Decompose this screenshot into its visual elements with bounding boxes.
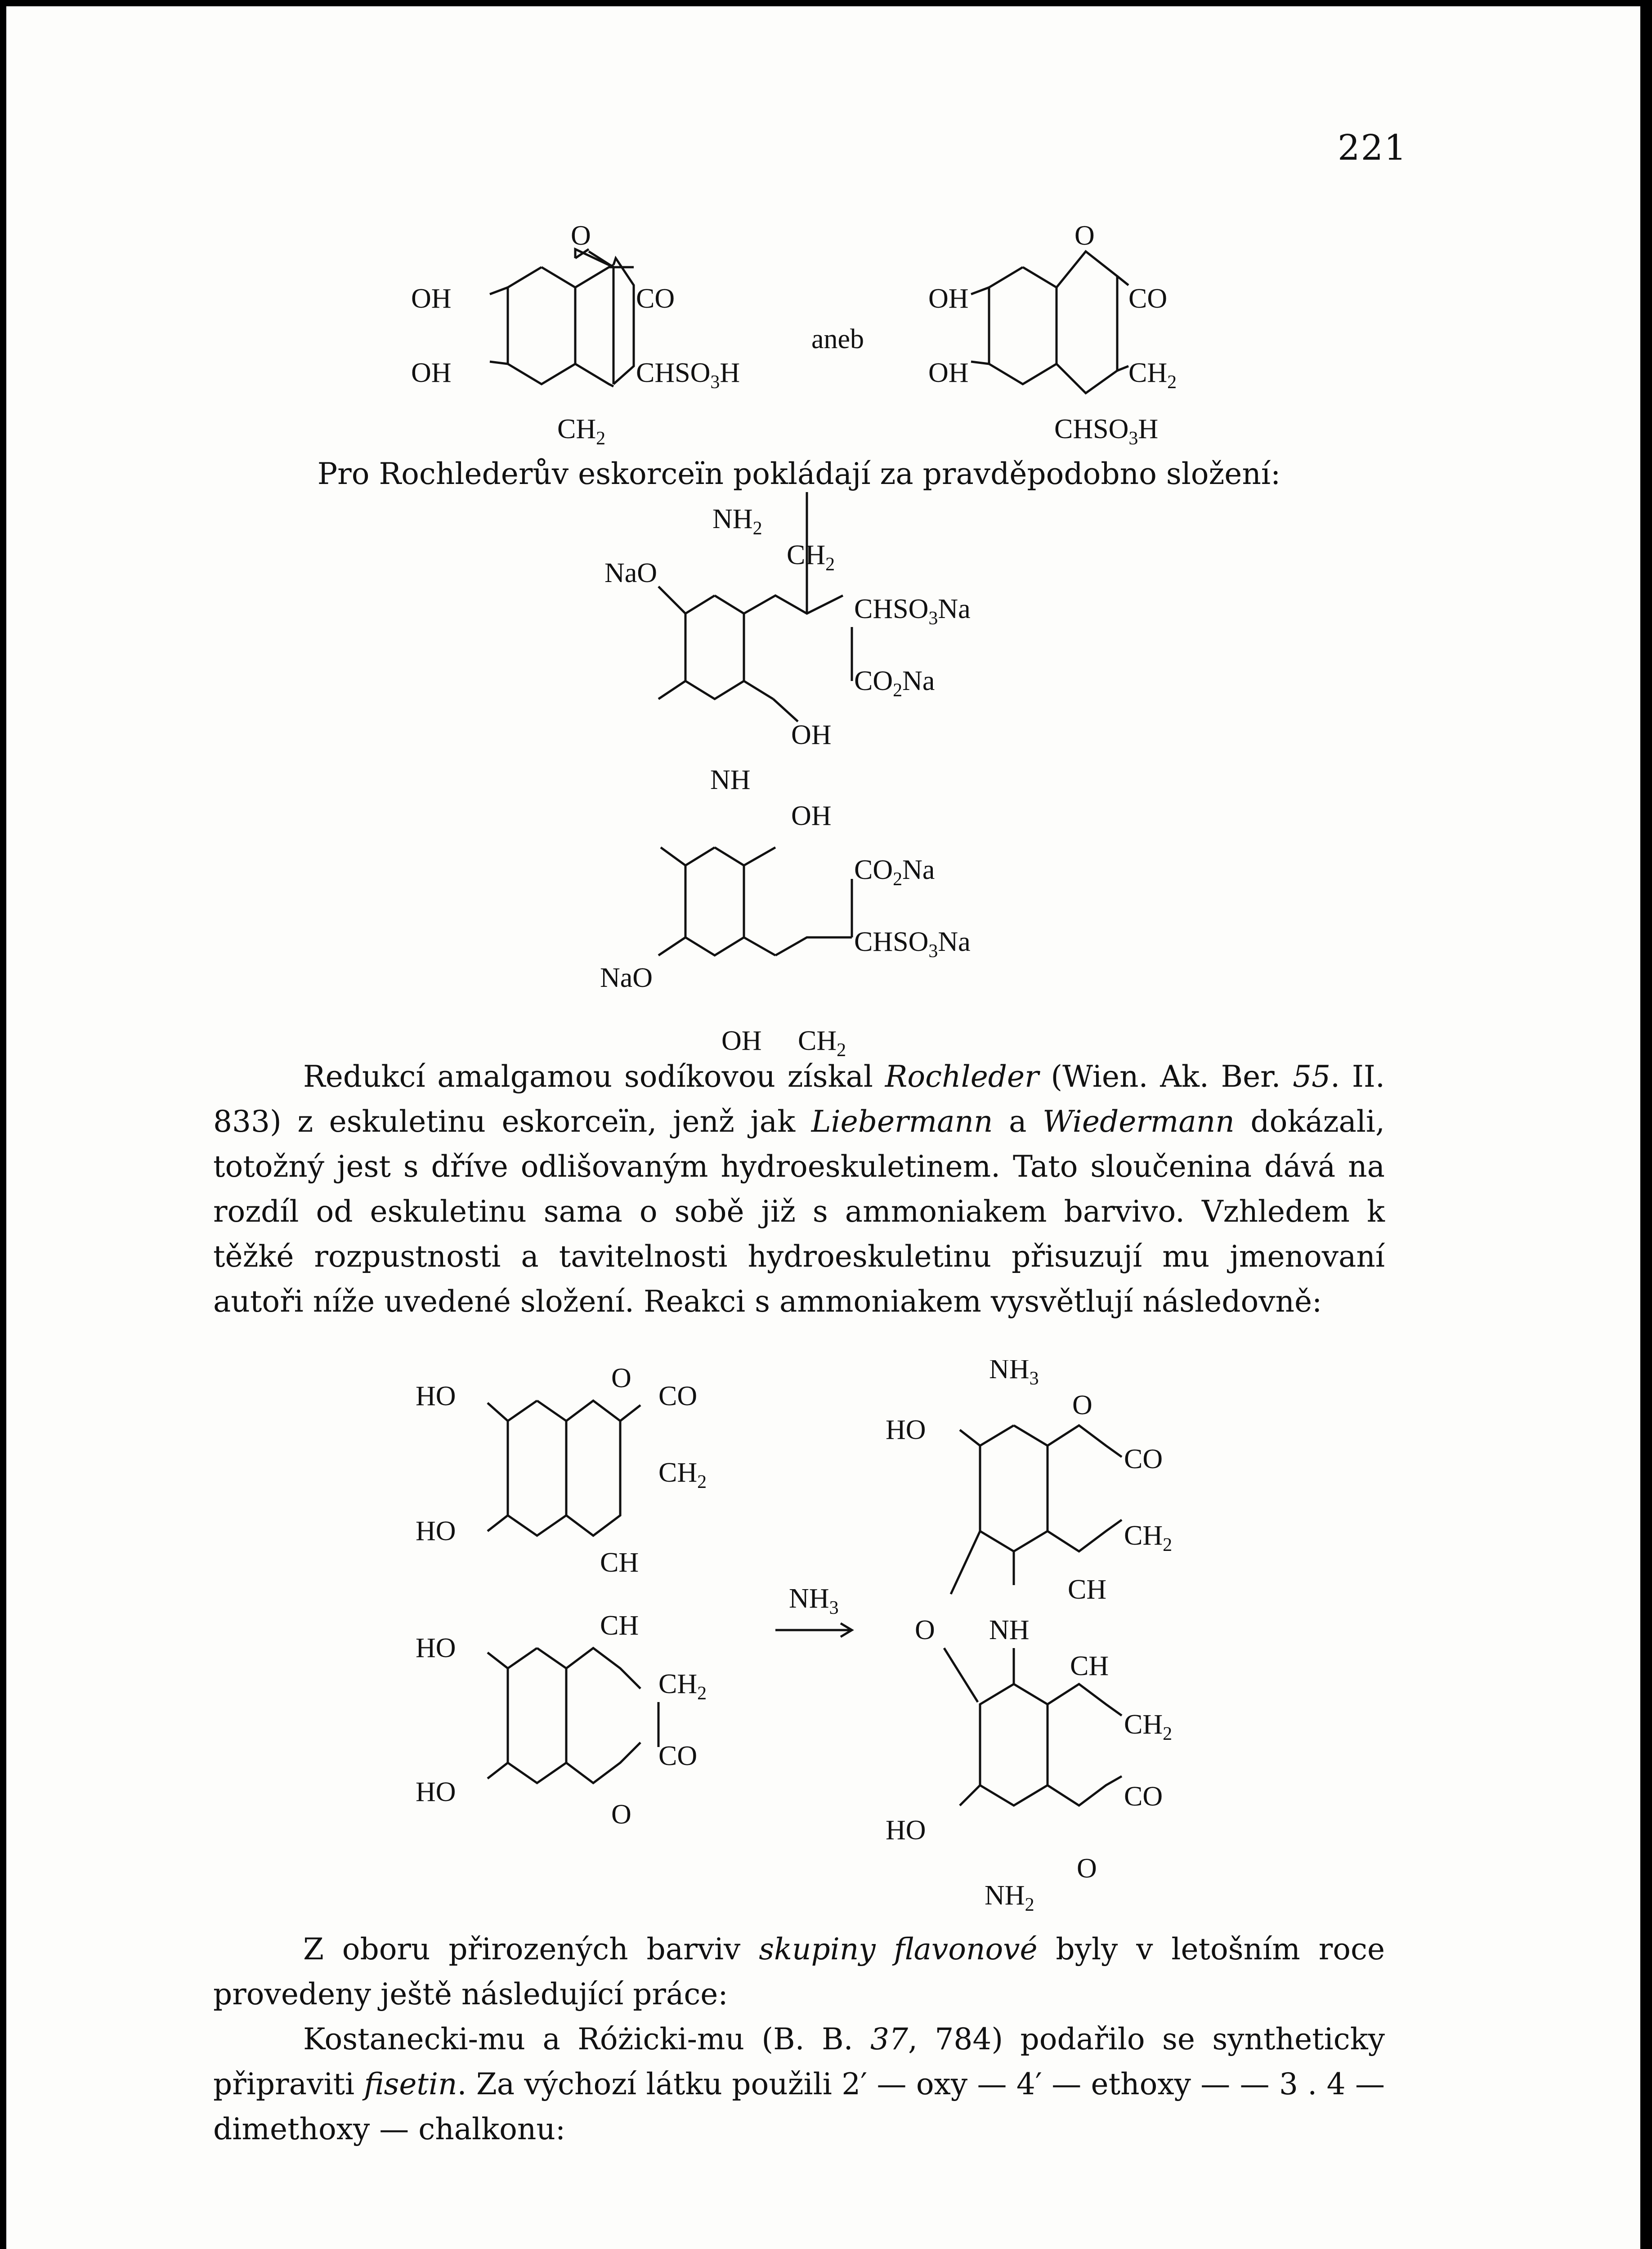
f3-p-ho-top: HO: [886, 1415, 926, 1445]
fisetin: fisetin: [364, 2067, 457, 2101]
f3-p-o-bridge: O: [915, 1615, 935, 1645]
f3-p-ch2-mid: $CH_2$: [1124, 1709, 1173, 1744]
f3-lb-ch: CH: [600, 1610, 639, 1641]
f3-p-ch-mid: CH: [1070, 1651, 1109, 1681]
formula-1-esculetin-sulfonic: [6, 6, 1640, 483]
f2-nao-low: NaO: [600, 963, 653, 993]
f3-lt-ho-1: HO: [416, 1381, 456, 1411]
f3-lt-co: CO: [658, 1381, 698, 1411]
author-rochleder: Rochleder: [885, 1059, 1039, 1094]
page: [6, 6, 1640, 2249]
f1-right-oh-2: OH: [928, 358, 969, 388]
f1-right-oh-1: OH: [928, 283, 969, 314]
ring-right-a: [989, 267, 1057, 384]
f3-lt-o: O: [611, 1363, 631, 1393]
page-number: 221: [1338, 128, 1407, 168]
f3-reagent-nh3: $NH_3$: [789, 1583, 839, 1618]
f2-oh-bottom: OH: [721, 1026, 762, 1056]
f1-left-oh-1: OH: [411, 283, 452, 314]
f3-lt-ho-2: HO: [416, 1516, 456, 1546]
flavone-group: skupiny flavonové: [759, 1932, 1038, 1967]
ring-left-c: [575, 364, 613, 386]
f2-co2na-low: $CO_2Na$: [854, 855, 935, 890]
f3-lb-ch2: $CH_2$: [658, 1669, 707, 1704]
f2-ch2-bottom: $CH_2$: [798, 1026, 846, 1061]
f3-p-co-mid: CO: [1124, 1781, 1163, 1812]
paragraph-2: Z oboru přirozených barviv skupiny flavonové byly v letošním roce provedeny ještě následující práce:: [213, 1932, 1385, 2012]
f3-p-ch2-top: $CH_2$: [1124, 1520, 1173, 1555]
f1-left-oh-2: OH: [411, 358, 452, 388]
f1-right-ch2: $CH_2$: [1128, 358, 1177, 393]
f1-left-chso3h: $CHSO_3H$: [636, 358, 740, 393]
f2-nh: NH: [710, 765, 751, 795]
f3-lb-ho-1: HO: [416, 1633, 456, 1663]
f2-oh-low: OH: [791, 801, 832, 831]
f1-left-co: CO: [636, 283, 675, 314]
f2-chso3na-top: $CHSO_3Na$: [854, 594, 971, 629]
f2-nh2: $NH_2$: [712, 504, 762, 539]
f3-lb-o: O: [611, 1799, 631, 1830]
f3-lt-ch: CH: [600, 1547, 639, 1578]
f3-p-ho-bottom: HO: [886, 1815, 926, 1846]
f2-co2na-top: $CO_2Na$: [854, 666, 935, 701]
f1-connector-aneb: aneb: [811, 324, 864, 354]
f3-p-o-top: O: [1072, 1390, 1092, 1420]
f3-p-ch-top: CH: [1068, 1574, 1107, 1605]
f3-lt-ch2: $CH_2$: [658, 1457, 707, 1492]
f3-p-o-bottom: O: [1077, 1853, 1097, 1884]
f3-p-nh: NH: [989, 1615, 1030, 1645]
paragraph-1: Redukcí amalgamou sodíkovou získal Rochleder (Wien. Ak. Ber. 55. II. 833) z eskuletinu eskorceïn, jenž jak Liebermann a Wiedermann dokázali, totožný jest s dříve odlišovaným hydroeskuletinem. Tato sloučenina dává na rozdíl od eskuletinu sama o sobě již s ammoniakem barvivo. Vzhledem k těžké rozpustnosti a tavitelnosti hydroeskuletinu přisuzují mu jmenovaní autoři níže uvedené složení. Reakci s ammoniakem vysvětlují následovně:: [213, 1059, 1385, 1319]
ring-left-b: [575, 265, 613, 287]
f3-lb-ho-2: HO: [416, 1777, 456, 1807]
paragraph-3: Kostanecki-mu a Różicki-mu (B. B. 37, 784) podařilo se syntheticky připraviti fisetin. Za výchozí látku použili 2′ — oxy — 4′ — ethoxy — — 3 . 4 — dimethoxy — chalkonu:: [213, 2022, 1385, 2146]
f3-lb-co: CO: [658, 1741, 698, 1771]
caption-rochleder: Pro Rochlederův eskorceïn pokládají za pravděpodobno složení:: [317, 457, 1281, 491]
f2-ch2-top: $CH_2$: [787, 540, 835, 575]
f3-p-nh2: $NH_2$: [985, 1880, 1034, 1915]
f2-oh-mid: OH: [791, 720, 832, 750]
f2-nao-top: NaO: [604, 558, 658, 588]
f1-right-top-o: O: [1074, 220, 1095, 251]
f3-p-nh3: $NH_3$: [989, 1360, 1039, 1389]
f1-right-co: CO: [1128, 283, 1168, 314]
formula-2-eskorcein: [6, 492, 1640, 1068]
f2-chso3na-low: $CHSO_3Na$: [854, 927, 971, 962]
author-liebermann: Liebermann: [811, 1104, 993, 1139]
formula-3-ammonia-reaction: [6, 1360, 1640, 1990]
f1-left-top-o: O: [571, 220, 591, 251]
f1-left-ch2: $CH_2$: [557, 414, 606, 449]
f3-p-co-top: CO: [1124, 1444, 1163, 1474]
ring-left-a: [508, 267, 575, 384]
author-wiedermann: Wiedermann: [1043, 1104, 1235, 1139]
f1-right-chso3h: $CHSO_3H$: [1054, 414, 1159, 449]
